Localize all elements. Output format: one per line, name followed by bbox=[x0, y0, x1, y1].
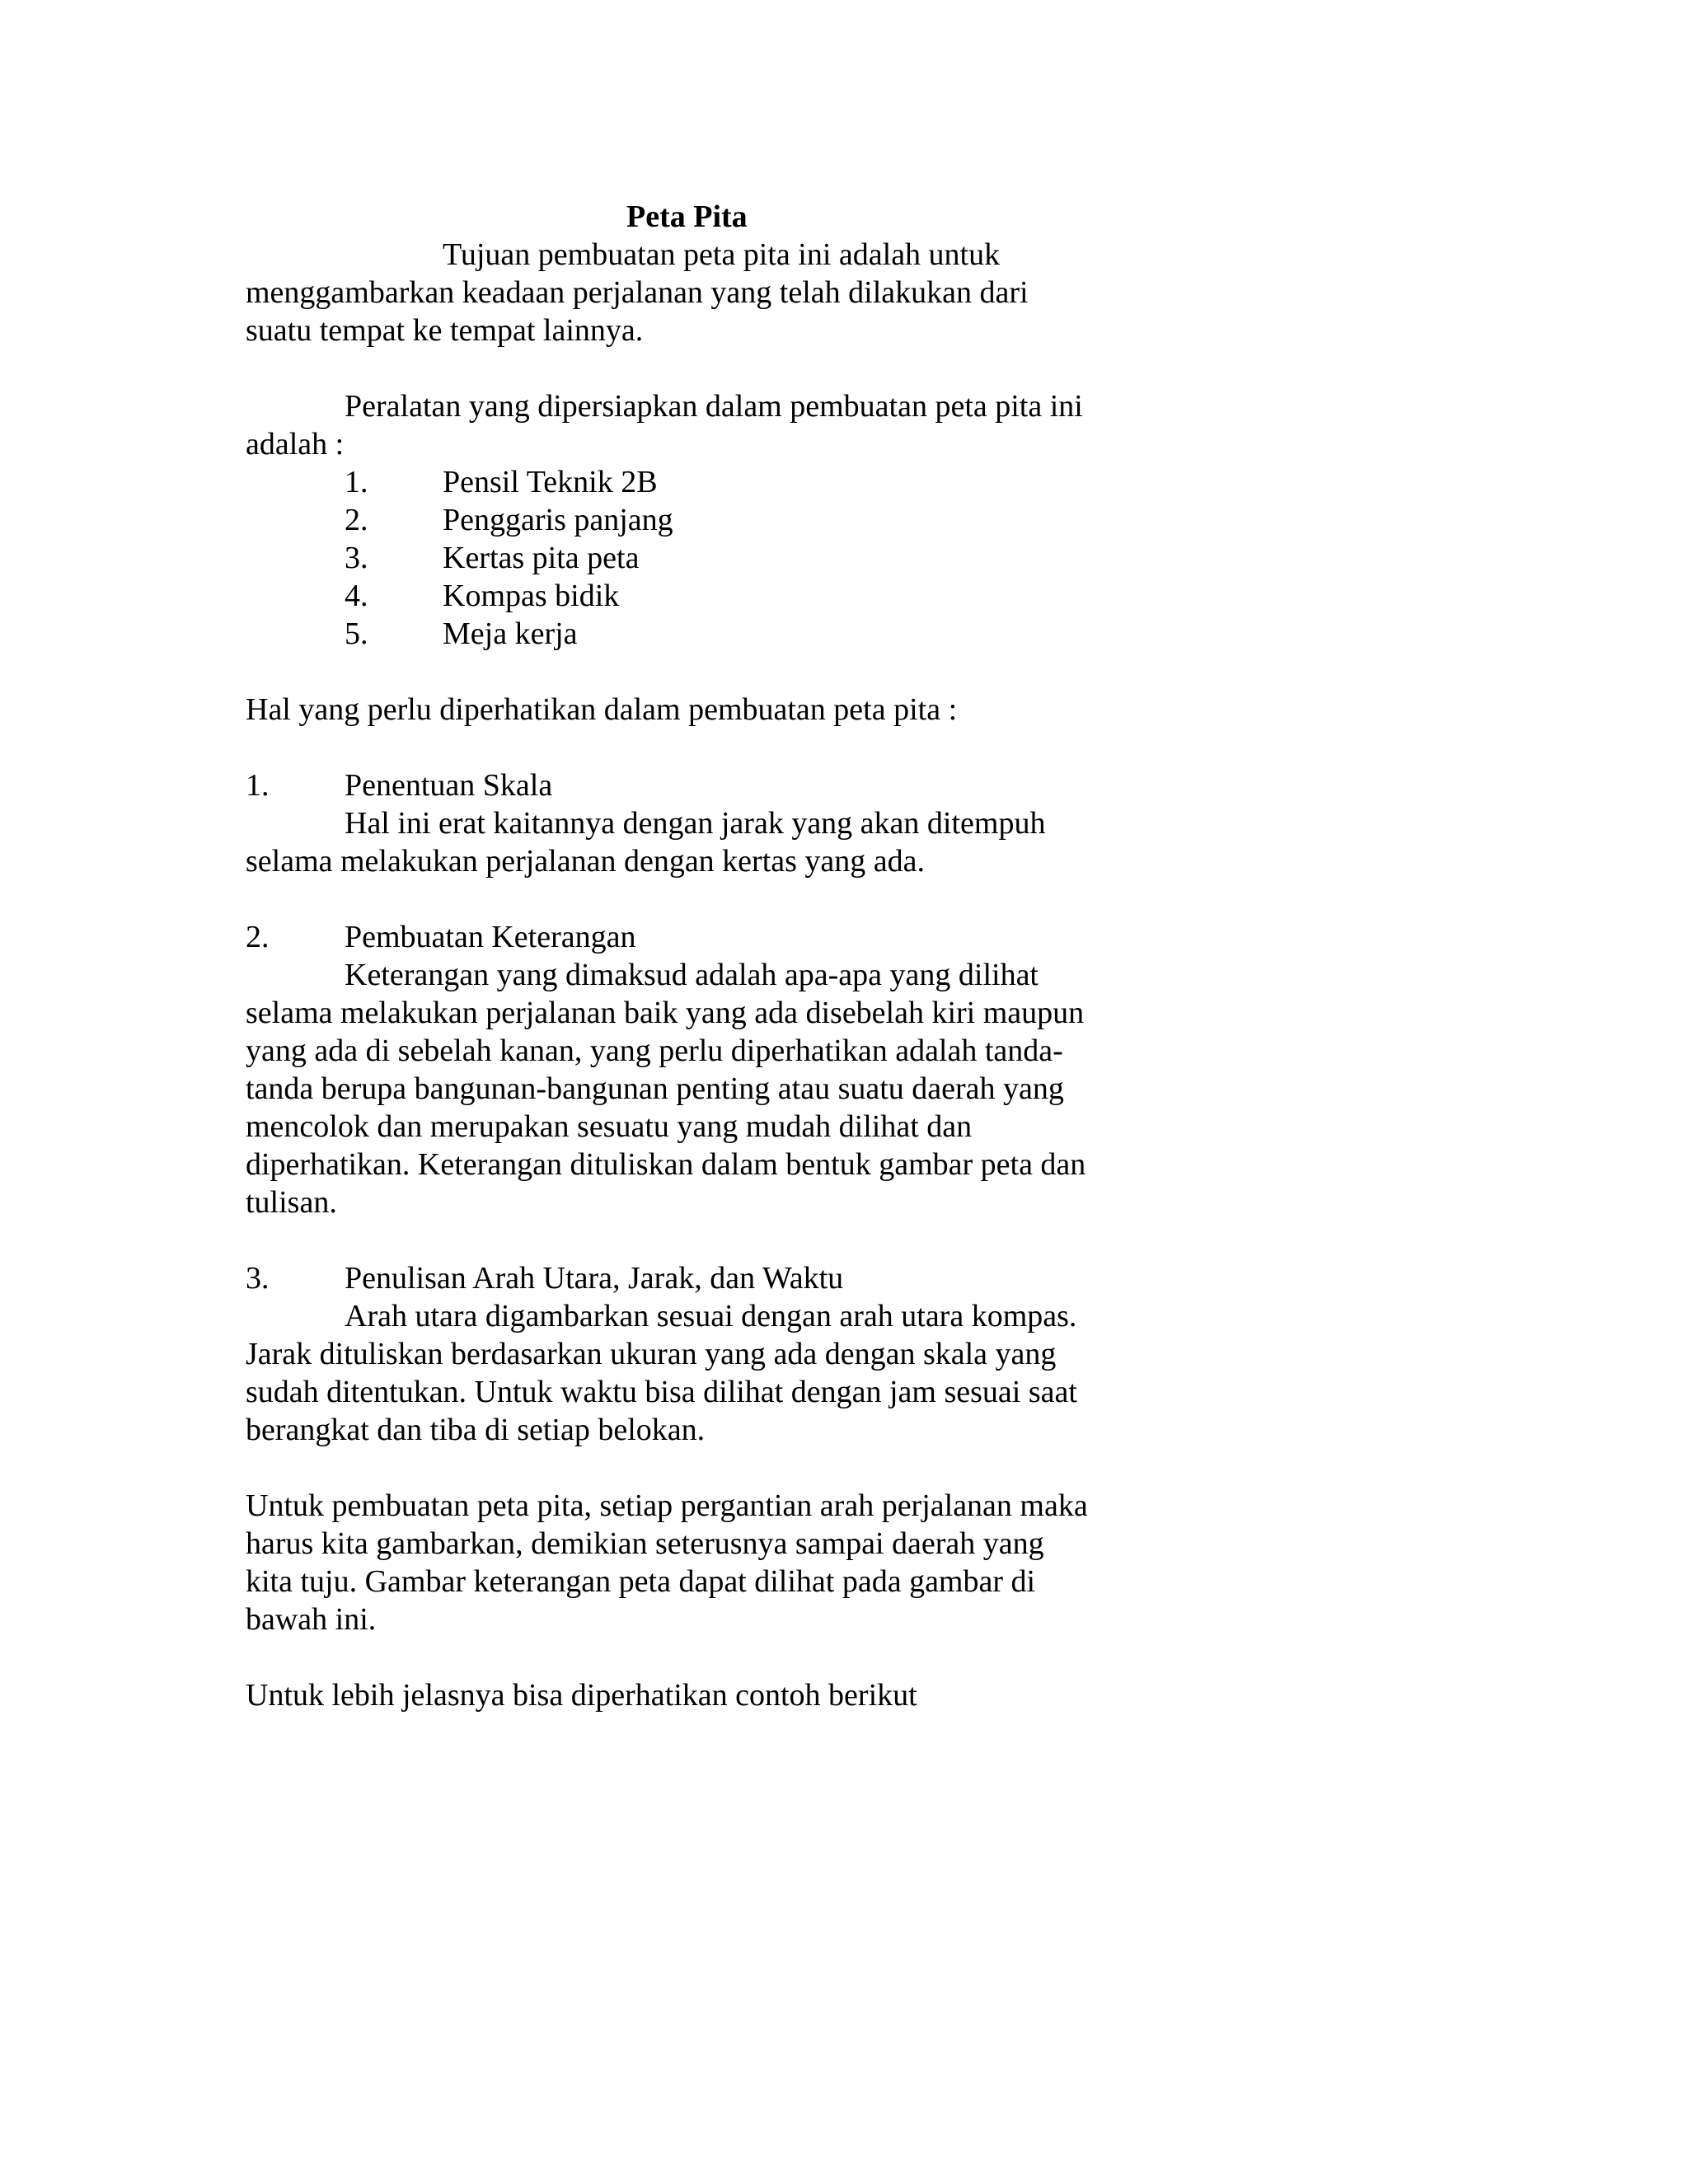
equipment-item-number: 3. bbox=[345, 541, 368, 575]
equipment-intro-line: adalah : bbox=[246, 427, 345, 462]
equipment-item-number: 5. bbox=[345, 616, 368, 651]
equipment-item-number: 1. bbox=[345, 465, 368, 499]
intro-line: suatu tempat ke tempat lainnya. bbox=[246, 313, 644, 348]
page-title: Peta Pita bbox=[626, 199, 748, 234]
intro-line: menggambarkan keadaan perjalanan yang telah dilakukan dari bbox=[246, 275, 1029, 310]
section-number: 1. bbox=[246, 768, 270, 803]
intro-line: Tujuan pembuatan peta pita ini adalah untuk bbox=[443, 237, 1001, 272]
section-line: selama melakukan perjalanan dengan kertas yang ada. bbox=[246, 844, 926, 879]
section-heading: Penentuan Skala bbox=[345, 768, 553, 803]
section-number: 3. bbox=[246, 1261, 270, 1296]
closing-line: bawah ini. bbox=[246, 1602, 377, 1637]
considerations-intro: Hal yang perlu diperhatikan dalam pembuatan peta pita : bbox=[246, 692, 958, 727]
section-line: berangkat dan tiba di setiap belokan. bbox=[246, 1413, 706, 1447]
section-line: diperhatikan. Keterangan dituliskan dalam bentuk gambar peta dan bbox=[246, 1147, 1086, 1182]
section-heading: Penulisan Arah Utara, Jarak, dan Waktu bbox=[345, 1261, 844, 1296]
section-line: Keterangan yang dimaksud adalah apa-apa yang dilihat bbox=[345, 958, 1039, 992]
equipment-item-number: 2. bbox=[345, 503, 368, 537]
section-line: tulisan. bbox=[246, 1185, 337, 1220]
section-line: Hal ini erat kaitannya dengan jarak yang akan ditempuh bbox=[345, 806, 1046, 841]
equipment-item: Pensil Teknik 2B bbox=[443, 465, 658, 499]
section-number: 2. bbox=[246, 920, 270, 954]
section-line: sudah ditentukan. Untuk waktu bisa dilihat dengan jam sesuai saat bbox=[246, 1375, 1077, 1409]
equipment-item: Meja kerja bbox=[443, 616, 578, 651]
final-line: Untuk lebih jelasnya bisa diperhatikan contoh berikut bbox=[246, 1678, 917, 1713]
closing-line: harus kita gambarkan, demikian seterusnya sampai daerah yang bbox=[246, 1526, 1044, 1561]
section-line: mencolok dan merupakan sesuatu yang mudah dilihat dan bbox=[246, 1109, 973, 1144]
section-heading: Pembuatan Keterangan bbox=[345, 920, 636, 954]
equipment-item: Penggaris panjang bbox=[443, 503, 673, 537]
section-line: Arah utara digambarkan sesuai dengan arah utara kompas. bbox=[345, 1299, 1077, 1333]
equipment-item-number: 4. bbox=[345, 579, 368, 613]
section-line: tanda berupa bangunan-bangunan penting atau suatu daerah yang bbox=[246, 1071, 1064, 1106]
closing-line: kita tuju. Gambar keterangan peta dapat dilihat pada gambar di bbox=[246, 1564, 1036, 1599]
equipment-item: Kertas pita peta bbox=[443, 541, 640, 575]
section-line: Jarak dituliskan berdasarkan ukuran yang ada dengan skala yang bbox=[246, 1337, 1057, 1371]
section-line: yang ada di sebelah kanan, yang perlu diperhatikan adalah tanda- bbox=[246, 1033, 1063, 1068]
closing-line: Untuk pembuatan peta pita, setiap pergantian arah perjalanan maka bbox=[246, 1488, 1088, 1523]
equipment-intro-line: Peralatan yang dipersiapkan dalam pembuatan peta pita ini bbox=[345, 389, 1083, 424]
section-line: selama melakukan perjalanan baik yang ada disebelah kiri maupun bbox=[246, 996, 1085, 1030]
equipment-item: Kompas bidik bbox=[443, 579, 620, 613]
